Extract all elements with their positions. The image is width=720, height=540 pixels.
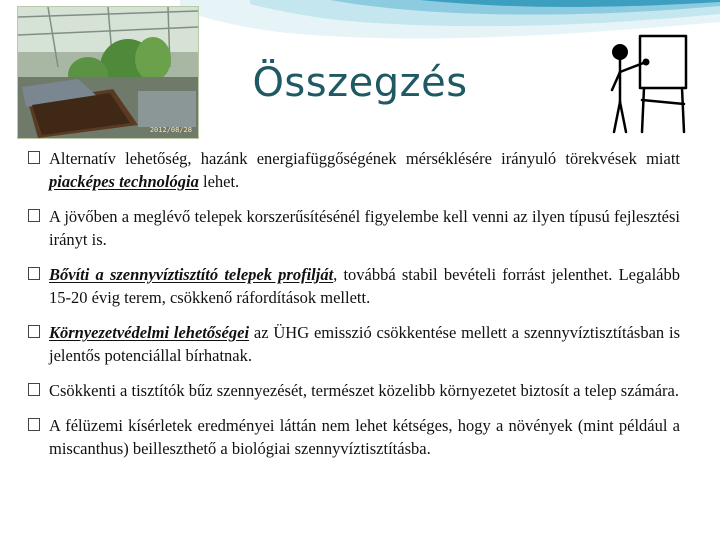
bullet-emphasis: Környezetvédelmi lehetőségei	[49, 323, 250, 342]
photo-date-stamp: 2012/08/28	[149, 126, 192, 134]
bullet-text-segment: lehet.	[198, 172, 240, 191]
bullet-emphasis: Bővíti a szennyvíztisztító telepek profilját	[49, 265, 334, 284]
bullet-item	[28, 414, 680, 460]
bullet-item	[28, 205, 680, 251]
checkbox-bullet-icon	[28, 383, 40, 396]
bullet-item	[28, 147, 680, 193]
slide-title: Összegzés	[252, 60, 468, 106]
bullet-list	[28, 147, 680, 472]
bullet-text-segment: az ÜHG emisszió csökkentése mellett a szennyvíztisztításban is jelentős potenciállal bírhatnak.	[49, 323, 680, 365]
checkbox-bullet-icon	[28, 418, 40, 431]
checkbox-bullet-icon	[28, 325, 40, 338]
presenter-figure-illustration	[606, 32, 691, 136]
bullet-text-segment: Alternatív lehetőség, hazánk energiafüggőségének mérséklésére irányuló törekvések miatt	[49, 149, 680, 168]
greenhouse-photo	[17, 6, 199, 139]
checkbox-bullet-icon	[28, 151, 40, 164]
bullet-item	[28, 379, 680, 402]
bullet-text-segment: , továbbá stabil bevételi forrást jelenthet. Legalább 15-20 évig terem, csökkenő ráfordítások mellett.	[49, 265, 680, 307]
bullet-item	[28, 263, 680, 309]
checkbox-bullet-icon	[28, 209, 40, 222]
bullet-text-segment: A jövőben a meglévő telepek korszerűsítésénél figyelembe kell venni az ilyen típusú fejlesztési irányt is.	[49, 207, 680, 249]
bullet-text-segment: Csökkenti a tisztítók bűz szennyezését, természet közelibb környezetet biztosít a telep számára.	[49, 381, 679, 400]
bullet-item	[28, 321, 680, 367]
checkbox-bullet-icon	[28, 267, 40, 280]
bullet-text-segment: A félüzemi kísérletek eredményei láttán nem lehet kétséges, hogy a növények (mint például a miscanthus) beilleszthető a biológiai szennyvíztisztításba.	[49, 416, 680, 458]
bullet-emphasis: piacképes technológia	[49, 172, 199, 191]
